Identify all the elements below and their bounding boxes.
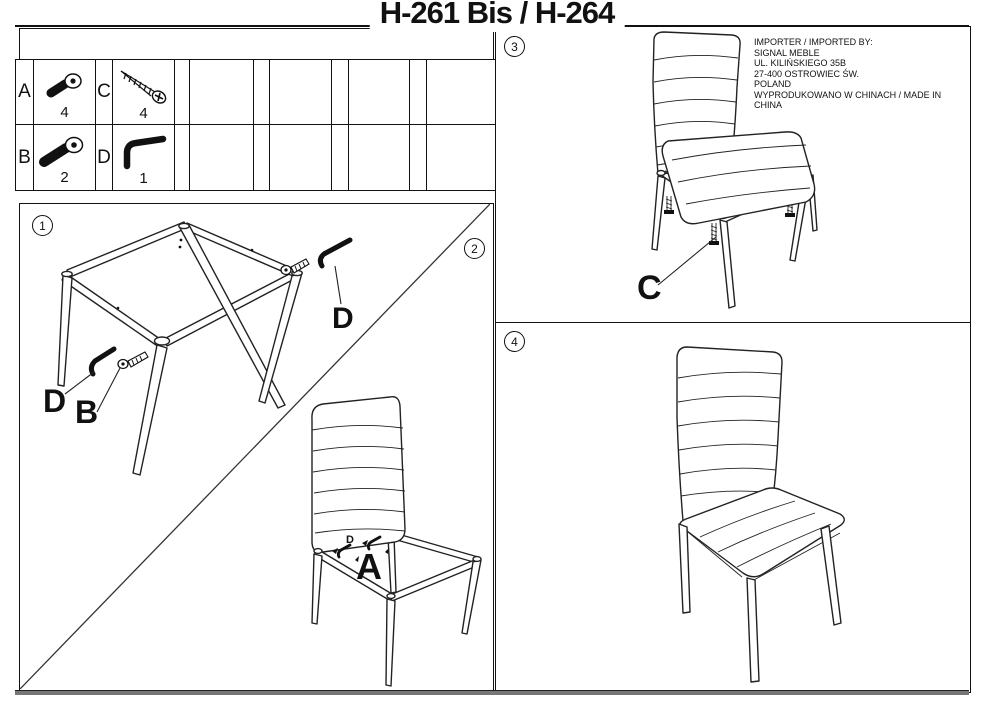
part-item-c	[113, 60, 175, 125]
part-qty-c: 4	[139, 104, 148, 122]
importer-line: UL. KILIŃSKIEGO 35B	[754, 58, 847, 68]
empty-cell	[332, 125, 349, 190]
label-b: B	[75, 394, 99, 430]
empty-cell	[254, 125, 270, 190]
empty-cell	[349, 125, 410, 190]
part-label-b: B	[16, 125, 34, 190]
page-bottom-rule	[15, 690, 969, 695]
importer-line: IMPORTER / IMPORTED BY:	[754, 37, 873, 47]
empty-cell	[175, 60, 190, 125]
empty-cell	[410, 125, 427, 190]
empty-cell	[410, 60, 427, 125]
label-d-corner: D	[332, 302, 354, 335]
empty-cell	[254, 60, 270, 125]
page-title: H-261 Bis / H-264	[370, 0, 625, 32]
top-band	[19, 28, 494, 60]
part-item-a	[34, 60, 96, 125]
diagonal-divider	[20, 204, 490, 689]
part-qty-a: 4	[60, 103, 69, 121]
empty-cell	[190, 125, 254, 190]
part-label-a: A	[16, 60, 34, 125]
step4-number: 4	[504, 331, 525, 352]
empty-cell	[349, 60, 410, 125]
label-c: C	[637, 269, 662, 307]
empty-cell	[270, 60, 332, 125]
panel-step-4	[495, 322, 971, 693]
part-qty-d: 1	[139, 170, 148, 187]
countersunk-bolt-long-icon	[36, 131, 94, 171]
label-d-small: D	[346, 534, 354, 546]
part-label-c: C	[96, 60, 113, 125]
importer-line: 27-400 OSTROWIEC ŚW.	[754, 68, 860, 79]
part-qty-b: 2	[60, 169, 69, 186]
countersunk-bolt-short-icon	[36, 66, 94, 106]
empty-cell	[427, 60, 496, 125]
importer-line: POLAND	[754, 79, 792, 89]
importer-info	[754, 37, 966, 111]
wood-screw-icon	[113, 65, 175, 107]
part-item-b	[34, 125, 96, 190]
step2-number: 2	[464, 238, 485, 259]
step3-number: 3	[504, 36, 525, 57]
empty-cell	[270, 125, 332, 190]
step1-frame-drawing	[43, 222, 354, 475]
step1-step2-drawing	[20, 204, 490, 689]
step2-chair-drawing	[312, 397, 481, 686]
empty-cell	[427, 125, 496, 190]
parts-table	[15, 59, 497, 191]
panel-step-3	[495, 26, 971, 325]
empty-cell	[175, 125, 190, 190]
step1-number: 1	[32, 215, 53, 236]
label-a: A	[356, 546, 382, 587]
importer-line: SIGNAL MEBLE	[754, 47, 820, 58]
importer-line: WYPRODUKOWANO W CHINACH / MADE IN CHINA	[754, 89, 942, 110]
empty-cell	[190, 60, 254, 125]
part-item-d	[113, 125, 175, 190]
step4-chair-drawing	[496, 323, 966, 688]
label-d-joint: D	[43, 383, 67, 419]
allen-key-icon	[113, 130, 175, 172]
panel-steps-1-2	[19, 203, 494, 693]
empty-cell	[332, 60, 349, 125]
part-label-d: D	[96, 125, 113, 190]
